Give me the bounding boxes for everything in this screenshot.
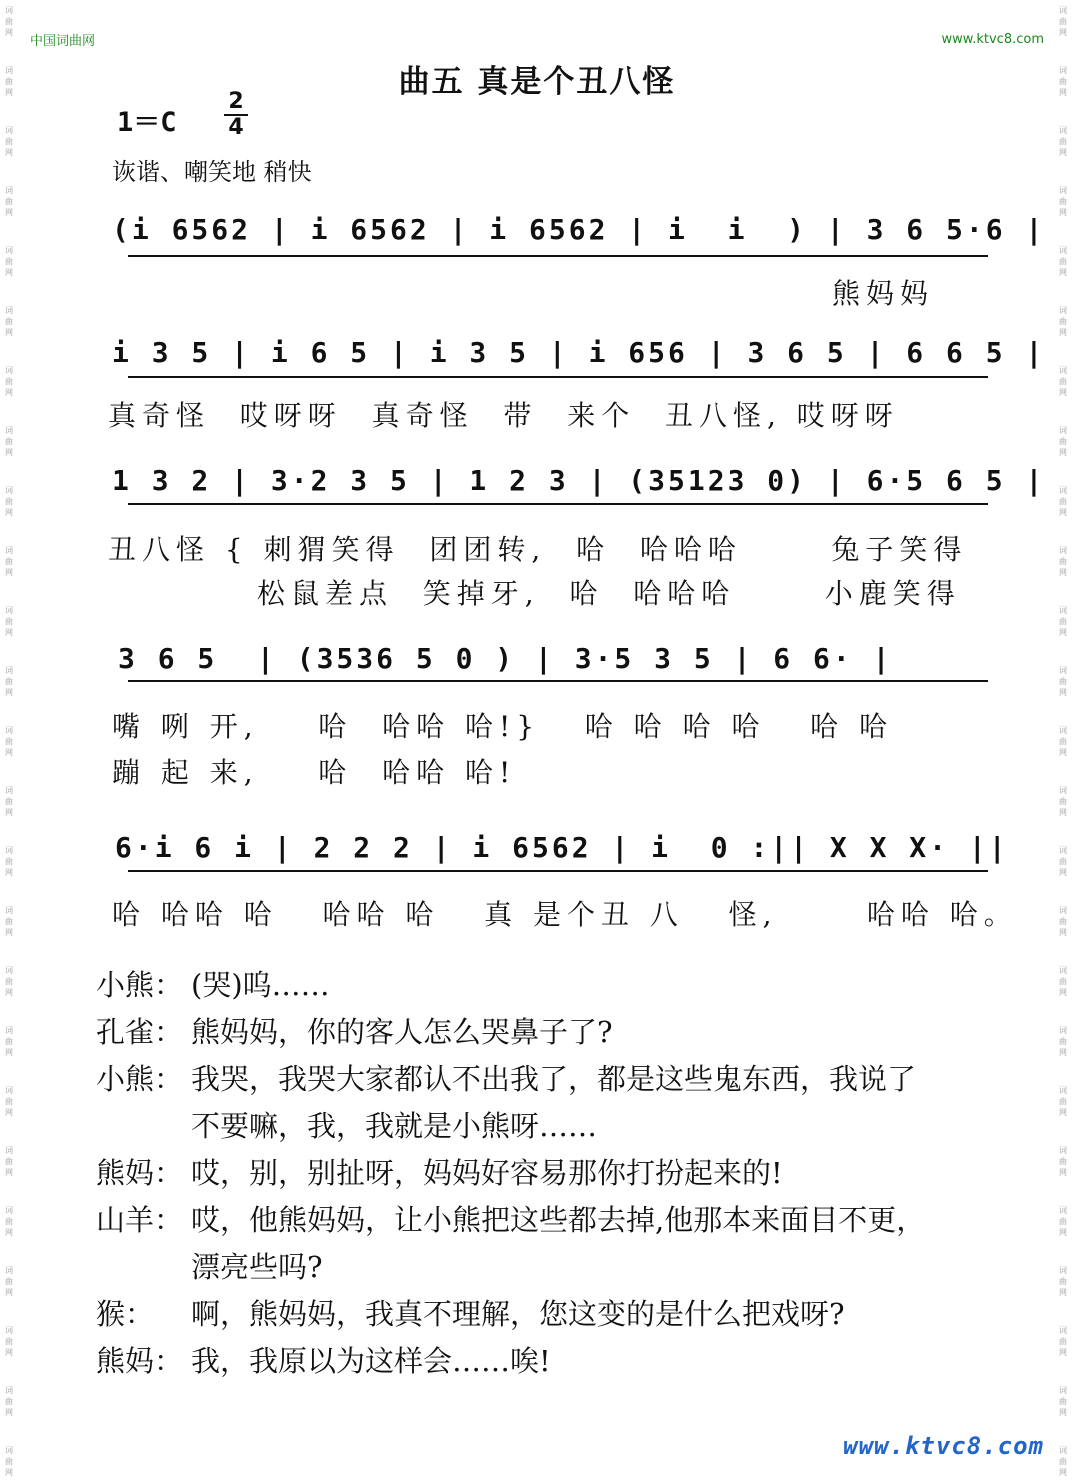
watermark-char: 曲 [1059, 257, 1067, 266]
watermark-char: 词 [5, 426, 13, 435]
watermark-char: 词 [1059, 546, 1067, 555]
watermark-char: 曲 [5, 977, 13, 986]
dialogue-line [96, 1148, 996, 1195]
score-line-3-lyrics-a: 丑八怪 { 刺猬笑得 团团转, 哈 哈哈哈 兔子笑得 [108, 533, 968, 566]
watermark-char: 网 [1059, 1108, 1067, 1117]
underline [128, 680, 988, 682]
watermark-char: 曲 [5, 1037, 13, 1046]
watermark-char: 网 [1059, 928, 1067, 937]
score-line-3-lyrics-b: 松鼠差点 笑掉牙, 哈 哈哈哈 小鹿笑得 [108, 577, 961, 610]
dialogue-line [96, 960, 996, 1007]
watermark-char: 网 [1059, 448, 1067, 457]
underline [128, 255, 988, 257]
watermark-char: 曲 [1059, 1217, 1067, 1226]
watermark-char: 网 [5, 28, 13, 37]
watermark-char: 网 [5, 1348, 13, 1357]
watermark-char: 词 [1059, 1266, 1067, 1275]
watermark-char: 网 [5, 688, 13, 697]
watermark-char: 曲 [1059, 1277, 1067, 1286]
dialogue-line [96, 1054, 996, 1101]
watermark-char: 网 [1059, 148, 1067, 157]
watermark-char: 词 [1059, 666, 1067, 675]
watermark-char: 曲 [1059, 917, 1067, 926]
watermark-char: 网 [5, 1408, 13, 1417]
watermark-char: 网 [5, 748, 13, 757]
watermark-char: 词 [1059, 1086, 1067, 1095]
watermark-char: 词 [5, 1206, 13, 1215]
watermark-char: 词 [5, 1446, 13, 1455]
watermark-char: 词 [5, 1326, 13, 1335]
watermark-char: 网 [1059, 988, 1067, 997]
speaker: 熊妈： [96, 1344, 184, 1378]
watermark-char: 词 [1059, 126, 1067, 135]
side-watermark-right [1056, 0, 1072, 1483]
watermark-char: 曲 [1059, 1397, 1067, 1406]
watermark-char: 词 [1059, 186, 1067, 195]
watermark-char: 词 [5, 366, 13, 375]
watermark-char: 曲 [1059, 1037, 1067, 1046]
score-line-4-lyrics-b: 蹦 起 来, 哈 哈哈 哈! [112, 756, 517, 789]
watermark-char: 网 [1059, 28, 1067, 37]
watermark-char: 曲 [5, 857, 13, 866]
watermark-char: 网 [1059, 1348, 1067, 1357]
watermark-char: 网 [5, 808, 13, 817]
watermark-char: 词 [5, 546, 13, 555]
watermark-char: 网 [5, 1048, 13, 1057]
watermark-char: 网 [1059, 688, 1067, 697]
watermark-char: 网 [5, 1108, 13, 1117]
watermark-char: 词 [1059, 66, 1067, 75]
score-line-4-music: 3 6 5 | (3536 5 0 ) | 3·5 3 5 | 6 6· | [118, 642, 893, 675]
score-line-2-music: i 3 5 | i 6 5 | i 3 5 | i 656 | 3 6 5 | 6 6 5 | [112, 336, 1046, 369]
score-line-1-music: (i 6562 | i 6562 | i 6562 | i i ) | 3 6 5·6 | [112, 213, 1046, 246]
watermark-char: 网 [5, 568, 13, 577]
score-line-5-music: 6·i 6 i | 2 2 2 | i 6562 | i 0 :|| X X X· || [115, 831, 1009, 864]
watermark-char: 词 [5, 246, 13, 255]
watermark-char: 词 [1059, 1386, 1067, 1395]
watermark-char: 网 [1059, 868, 1067, 877]
dialogue-text: 我，我原以为这样会……唉! [191, 1344, 551, 1378]
speaker: 孔雀： [96, 1015, 184, 1049]
watermark-char: 网 [1059, 88, 1067, 97]
watermark-char: 曲 [1059, 77, 1067, 86]
watermark-char: 曲 [5, 797, 13, 806]
watermark-char: 词 [5, 1026, 13, 1035]
dialogue-text: 我哭，我哭大家都认不出我了，都是这些鬼东西，我说了 [191, 1062, 917, 1096]
watermark-char: 网 [5, 1228, 13, 1237]
watermark-char: 网 [5, 628, 13, 637]
watermark-char: 曲 [5, 1217, 13, 1226]
watermark-char: 曲 [1059, 797, 1067, 806]
watermark-char: 网 [5, 988, 13, 997]
watermark-char: 曲 [5, 1277, 13, 1286]
watermark-char: 网 [1059, 1228, 1067, 1237]
watermark-char: 曲 [1059, 977, 1067, 986]
watermark-char: 曲 [5, 917, 13, 926]
watermark-char: 曲 [1059, 857, 1067, 866]
watermark-char: 曲 [1059, 377, 1067, 386]
speaker: 山羊： [96, 1203, 184, 1237]
watermark-char: 曲 [5, 617, 13, 626]
dialogue-block [96, 960, 996, 1383]
watermark-char: 词 [5, 1266, 13, 1275]
watermark-char: 曲 [5, 197, 13, 206]
site-logo[interactable]: www.ktvc8.com [843, 1432, 1044, 1460]
underline [128, 503, 988, 505]
watermark-char: 曲 [1059, 317, 1067, 326]
watermark-char: 词 [1059, 786, 1067, 795]
watermark-char: 曲 [1059, 557, 1067, 566]
watermark-char: 网 [1059, 808, 1067, 817]
watermark-char: 词 [5, 1386, 13, 1395]
score-line-2-lyrics: 真奇怪 哎呀呀 真奇怪 带 来个 丑八怪, 哎呀呀 [108, 399, 899, 432]
score-line-5-lyrics: 哈 哈哈 哈 哈哈 哈 真 是个丑 八 怪, 哈哈 哈。 [112, 898, 1018, 931]
watermark-char: 曲 [5, 1097, 13, 1106]
watermark-char: 曲 [5, 17, 13, 26]
watermark-char: 网 [1059, 508, 1067, 517]
watermark-char: 曲 [1059, 1337, 1067, 1346]
dialogue-line [96, 1195, 996, 1242]
watermark-char: 曲 [1059, 137, 1067, 146]
watermark-char: 曲 [5, 737, 13, 746]
watermark-char: 词 [1059, 1026, 1067, 1035]
watermark-char: 词 [1059, 246, 1067, 255]
dialogue-line [96, 1336, 996, 1383]
watermark-char: 词 [1059, 486, 1067, 495]
watermark-char: 曲 [1059, 197, 1067, 206]
watermark-char: 词 [5, 306, 13, 315]
dialogue-text: (哭)呜…… [191, 968, 330, 1002]
watermark-char: 词 [1059, 606, 1067, 615]
watermark-char: 词 [1059, 906, 1067, 915]
watermark-char: 曲 [5, 497, 13, 506]
dialogue-text: 哎，别，别扯呀，妈妈好容易那你打扮起来的! [191, 1156, 783, 1190]
watermark-char: 词 [5, 966, 13, 975]
watermark-char: 网 [1059, 328, 1067, 337]
watermark-char: 词 [5, 66, 13, 75]
watermark-char: 词 [5, 1146, 13, 1155]
dialogue-text: 哎，他熊妈妈，让小熊把这些都去掉,他那本来面目不更， [191, 1203, 926, 1237]
watermark-char: 网 [5, 268, 13, 277]
watermark-char: 曲 [1059, 17, 1067, 26]
watermark-char: 网 [5, 868, 13, 877]
score-line-3-music: 1 3 2 | 3·2 3 5 | 1 2 3 | (35123 0) | 6·5 6 5 | [112, 464, 1046, 497]
dialogue-text: 啊，熊妈妈，我真不理解，您这变的是什么把戏呀? [191, 1297, 845, 1331]
watermark-char: 词 [1059, 366, 1067, 375]
watermark-char: 曲 [5, 677, 13, 686]
watermark-char: 曲 [1059, 617, 1067, 626]
watermark-char: 曲 [5, 437, 13, 446]
time-signature [222, 90, 250, 140]
watermark-char: 词 [5, 126, 13, 135]
speaker: 猴： [96, 1297, 155, 1331]
watermark-char: 曲 [5, 317, 13, 326]
underline [128, 870, 988, 872]
watermark-char: 网 [1059, 1468, 1067, 1477]
dialogue-continuation: 不要嘛，我，我就是小熊呀…… [191, 1109, 598, 1143]
key-signature: 1＝C [117, 107, 177, 138]
watermark-char: 词 [5, 486, 13, 495]
watermark-char: 网 [5, 1288, 13, 1297]
watermark-char: 曲 [5, 1157, 13, 1166]
watermark-char: 词 [1059, 426, 1067, 435]
watermark-char: 网 [1059, 1168, 1067, 1177]
watermark-char: 词 [5, 846, 13, 855]
watermark-char: 网 [1059, 388, 1067, 397]
watermark-char: 曲 [1059, 1097, 1067, 1106]
watermark-char: 曲 [1059, 737, 1067, 746]
watermark-char: 词 [5, 186, 13, 195]
score-line-4-lyrics-a: 嘴 咧 开, 哈 哈哈 哈!} 哈 哈 哈 哈 哈 哈 [112, 710, 894, 743]
watermark-char: 网 [1059, 268, 1067, 277]
watermark-char: 词 [1059, 1206, 1067, 1215]
watermark-char: 网 [1059, 1408, 1067, 1417]
dialogue-continuation: 漂亮些吗? [191, 1250, 323, 1284]
watermark-char: 网 [5, 328, 13, 337]
site-url[interactable]: www.ktvc8.com [941, 32, 1044, 47]
watermark-char: 词 [5, 666, 13, 675]
song-title: 曲五 真是个丑八怪 [398, 64, 676, 100]
watermark-char: 网 [5, 928, 13, 937]
watermark-char: 曲 [5, 1457, 13, 1466]
dialogue-line [96, 1289, 996, 1336]
side-watermark-left [2, 0, 18, 1483]
underline [128, 376, 988, 378]
watermark-char: 词 [1059, 1146, 1067, 1155]
watermark-char: 网 [5, 388, 13, 397]
watermark-char: 词 [1059, 1446, 1067, 1455]
watermark-char: 网 [1059, 748, 1067, 757]
watermark-char: 曲 [5, 377, 13, 386]
watermark-char: 网 [5, 1468, 13, 1477]
watermark-char: 网 [5, 148, 13, 157]
watermark-char: 网 [1059, 628, 1067, 637]
watermark-char: 曲 [1059, 677, 1067, 686]
watermark-char: 曲 [1059, 437, 1067, 446]
tempo-marking: 诙谐、嘲笑地 稍快 [112, 158, 312, 186]
score-line-1-lyrics: 熊妈妈 [832, 277, 935, 310]
time-numerator: 2 [228, 89, 244, 114]
speaker: 小熊： [96, 1062, 184, 1096]
watermark-char: 词 [1059, 6, 1067, 15]
watermark-char: 曲 [1059, 1457, 1067, 1466]
watermark-char: 网 [5, 208, 13, 217]
speaker: 熊妈： [96, 1156, 184, 1190]
watermark-char: 词 [1059, 306, 1067, 315]
watermark-char: 曲 [5, 1397, 13, 1406]
watermark-char: 词 [1059, 726, 1067, 735]
watermark-char: 词 [5, 6, 13, 15]
dialogue-line [96, 1007, 996, 1054]
watermark-char: 网 [1059, 1048, 1067, 1057]
watermark-char: 词 [5, 906, 13, 915]
dialogue-text: 熊妈妈，你的客人怎么哭鼻子了? [191, 1015, 613, 1049]
watermark-char: 词 [5, 786, 13, 795]
watermark-char: 网 [5, 1168, 13, 1177]
watermark-char: 网 [1059, 1288, 1067, 1297]
time-denominator: 4 [228, 115, 244, 140]
watermark-char: 词 [1059, 1326, 1067, 1335]
watermark-char: 词 [1059, 846, 1067, 855]
watermark-char: 曲 [5, 1337, 13, 1346]
watermark-char: 曲 [5, 137, 13, 146]
site-name[interactable]: 中国词曲网 [30, 34, 96, 49]
watermark-char: 网 [1059, 568, 1067, 577]
watermark-char: 词 [5, 606, 13, 615]
watermark-char: 曲 [5, 557, 13, 566]
watermark-char: 网 [5, 448, 13, 457]
watermark-char: 网 [1059, 208, 1067, 217]
watermark-char: 词 [1059, 966, 1067, 975]
speaker: 小熊： [96, 968, 184, 1002]
watermark-char: 网 [5, 508, 13, 517]
watermark-char: 曲 [1059, 497, 1067, 506]
watermark-char: 曲 [5, 77, 13, 86]
watermark-char: 词 [5, 726, 13, 735]
watermark-char: 曲 [1059, 1157, 1067, 1166]
watermark-char: 网 [5, 88, 13, 97]
watermark-char: 词 [5, 1086, 13, 1095]
watermark-char: 曲 [5, 257, 13, 266]
